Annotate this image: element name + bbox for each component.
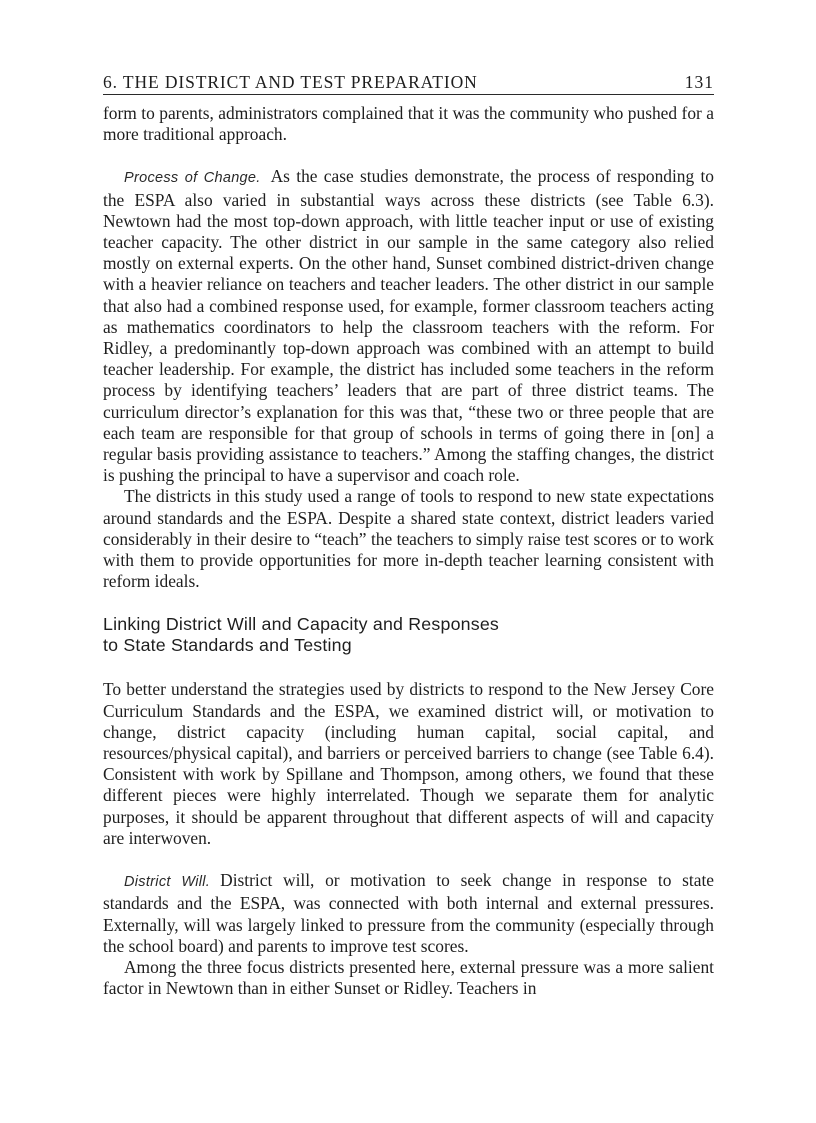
section-heading-line-1: Linking District Will and Capacity and Responses	[103, 614, 500, 635]
run-in-heading-process-of-change: Process of Change.	[124, 170, 261, 187]
page-number: 131	[684, 72, 714, 92]
paragraph-text: As the case studies demonstrate, the process of responding to the ESPA also varied in substantial ways across these districts (see Table 6.3). Newtown had the most top-down approach, with little teacher input or use of existing teacher capacity. The other district in our sample in the same category also relied mostly on external experts. On the other hand, Sunset combined district-driven change with a heavier reliance on teachers and teacher leaders. The other district in our sample that also had a combined response used, for example, former classroom teachers acting as mathematics coordinators to help the classroom teachers with the reform. For Ridley, a predominantly top-down approach was combined with an attempt to build teacher leadership. For example, the district has included some teachers in the reform process by identifying teachers’ leaders that are part of three district teams. The curriculum director’s explanation for this was that, “these two or three people that are each team are responsible for that group of schools in terms of going there in [on] a regular basis providing assistance to teachers.” Among the staffing changes, the district is pushing the principal to have a supervisor and coach role.	[103, 166, 715, 486]
section-heading-line-2: to State Standards and Testing	[103, 635, 352, 656]
paragraph-focus-districts: Among the three focus districts presented here, external pressure was a more salient factor in Newtown than in either Sunset or Ridley. Teachers in	[103, 956, 714, 999]
run-in-heading-district-will: District Will.	[124, 874, 211, 891]
paragraph-continuation: form to parents, administrators complained that it was the community who pushed for a more traditional approach.	[103, 103, 714, 145]
paragraph-district-will	[103, 870, 714, 957]
section-heading	[103, 614, 714, 656]
paragraph-process-of-change	[103, 166, 714, 486]
chapter-title: 6. THE DISTRICT AND TEST PREPARATION	[103, 72, 478, 92]
paragraph-strategies: To better understand the strategies used by districts to respond to the New Jersey Core Curriculum Standards and the ESPA, we examined district will, or motivation to change, district capacity (including human capital, social capital, and resources/physical capital), and barriers or perceived barriers to change (see Table 6.4). Consistent with work by Spillane and Thompson, among others, we found that these different pieces were highly interrelated. Though we separate them for analytic purposes, it should be apparent throughout that different aspects of will and capacity are interwoven.	[103, 679, 714, 848]
paragraph-text: District will, or motivation to seek change in response to state standards and the ESPA, was connected with both internal and external pressures. Externally, will was largely linked to pressure from the community (especially through the school board) and parents to improve test scores.	[103, 870, 715, 956]
running-head	[103, 72, 714, 95]
paragraph-tools: The districts in this study used a range of tools to respond to new state expectations around standards and the ESPA. Despite a shared state context, district leaders varied considerably in their desire to “teach” the teachers to simply raise test scores or to work with them to provide opportunities for more in-depth teacher learning consistent with reform ideals.	[103, 486, 714, 592]
book-page	[103, 72, 714, 999]
